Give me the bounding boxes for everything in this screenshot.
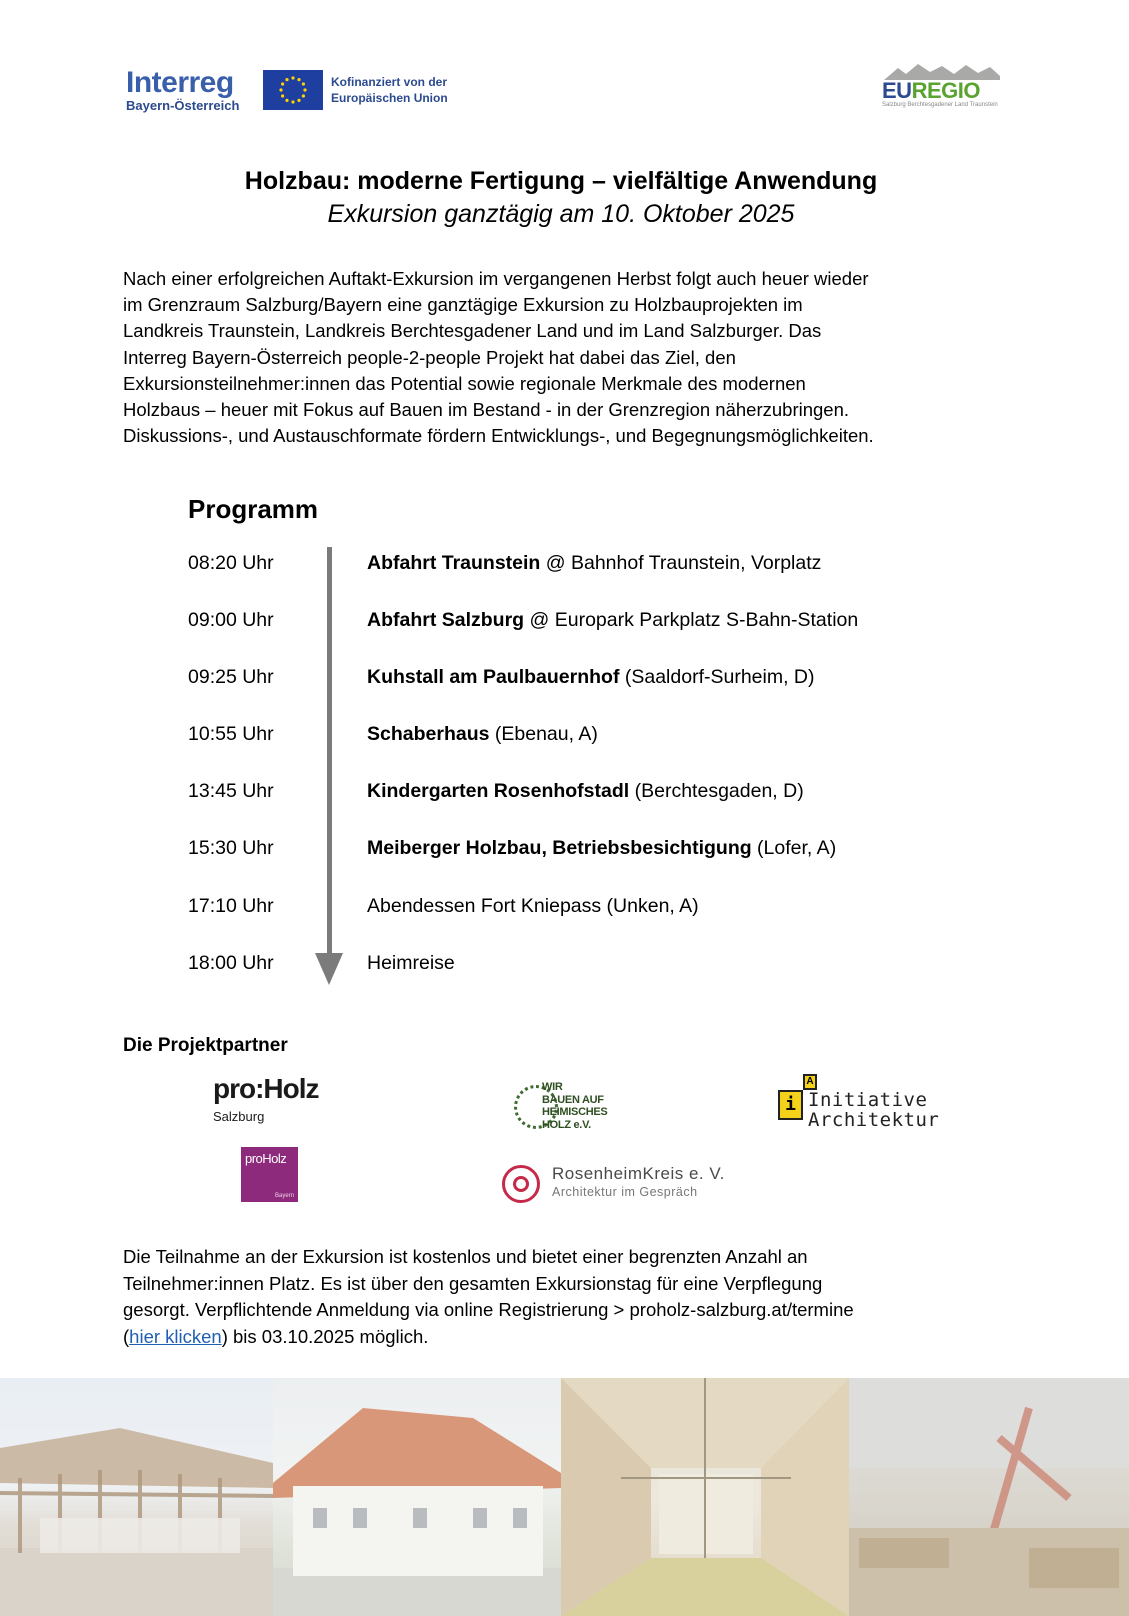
eu-flag-icon (263, 70, 323, 110)
wba-text (542, 1081, 607, 1131)
proholz-bayern-sub: Bayern (274, 1193, 294, 1199)
proholz-salzburg-logo (213, 1073, 343, 1133)
header (0, 60, 1129, 120)
ia-line1: Initiative (808, 1089, 928, 1111)
euregio-word-eu: EU (882, 78, 912, 103)
program-time: 13:45 Uhr (188, 780, 274, 802)
program-event-detail: @ Europark Parkplatz S-Bahn-Station (524, 609, 859, 631)
euregio-logo (882, 62, 1002, 112)
timber-factory-photo (849, 1378, 1129, 1616)
program-item (0, 662, 1129, 692)
photo-strip (0, 1378, 1129, 1616)
program-event (367, 891, 699, 921)
proholz-bayern-word: proHolz (245, 1151, 287, 1166)
program-item (0, 948, 1129, 978)
initiative-architektur-logo (778, 1074, 938, 1134)
eu-text-line1: Kofinanziert von der (331, 75, 448, 89)
program-event-detail: Abendessen Fort Kniepass (Unken, A) (367, 895, 699, 917)
wir-bauen-auf-heimisches-holz-logo (514, 1079, 624, 1131)
partners-heading: Die Projektpartner (123, 1035, 288, 1056)
page-subtitle: Exkursion ganztägig am 10. Oktober 2025 (327, 200, 795, 228)
program-event (367, 833, 836, 863)
timber-barn-frame-photo (0, 1378, 273, 1616)
intro-paragraph (123, 266, 1003, 449)
ia-box-a: A (803, 1074, 817, 1090)
program-time: 15:30 Uhr (188, 837, 274, 859)
program-event (367, 605, 858, 635)
program-event (367, 776, 804, 806)
rk-sub: Architektur im Gespräch (552, 1185, 698, 1199)
program-item (0, 833, 1129, 863)
program-event (367, 548, 821, 578)
rk-title: RosenheimKreis e. V. (552, 1164, 725, 1183)
program-time: 09:25 Uhr (188, 666, 274, 688)
registration-link[interactable]: hier klicken (129, 1325, 222, 1347)
page-title: Holzbau: moderne Fertigung – vielfältige Anwendung (244, 167, 878, 195)
program-item (0, 719, 1129, 749)
program-time: 10:55 Uhr (188, 723, 274, 745)
program-event-title: Meiberger Holzbau, Betriebsbesichtigung (367, 837, 752, 859)
ia-box-i: i (778, 1090, 803, 1120)
euregio-word (882, 78, 980, 104)
proholz-salzburg-sub: Salzburg (213, 1109, 265, 1124)
program-event (367, 662, 815, 692)
eu-cofinance-text (331, 74, 448, 106)
program-time: 08:20 Uhr (188, 552, 274, 574)
program-item (0, 891, 1129, 921)
program-event-title: Kuhstall am Paulbauernhof (367, 666, 620, 688)
program-time: 18:00 Uhr (188, 952, 274, 974)
intro-line: Diskussions-, und Austauschformate fördern Entwicklungs-, und Begegnungsmöglichkeiten. (123, 425, 874, 447)
white-house-red-roof-photo (273, 1378, 561, 1616)
interreg-sub: Bayern-Österreich (126, 98, 240, 113)
program-time: 09:00 Uhr (188, 609, 274, 631)
program-event-title: Schaberhaus (367, 723, 490, 745)
program-event-detail: Heimreise (367, 952, 455, 974)
program-event-title: Abfahrt Salzburg (367, 609, 525, 631)
interreg-logo (126, 68, 239, 114)
interreg-word: Interreg (126, 66, 234, 99)
euregio-sub: Salzburg Berchtesgadener Land Traunstein (882, 102, 998, 108)
intro-line: Exkursionsteilnehmer:innen das Potential sowie regionale Merkmale des modernen (123, 372, 806, 394)
program-time: 17:10 Uhr (188, 895, 274, 917)
wba-line: BAUEN AUF (542, 1093, 604, 1106)
ia-text (808, 1090, 939, 1130)
rosenheimkreis-logo (502, 1163, 732, 1205)
outro-line (123, 1324, 1023, 1351)
outro-line4-rest: ) bis 03.10.2025 möglich. (221, 1325, 429, 1347)
intro-line: im Grenzraum Salzburg/Bayern eine ganztägige Exkursion zu Holzbauprojekten im (123, 294, 803, 316)
program-heading: Programm (188, 494, 319, 524)
intro-line: Holzbaus – heuer mit Fokus auf Bauen im Bestand - in der Grenzregion näherzubringen. (123, 399, 850, 421)
intro-line: Landkreis Traunstein, Landkreis Berchtesgadener Land und im Land Salzburger. Das (123, 320, 822, 342)
proholz-salzburg-word: pro:Holz (213, 1073, 319, 1104)
proholz-bayern-logo (241, 1147, 298, 1202)
euregio-word-regio: REGIO (911, 78, 980, 103)
program-event-detail: (Ebenau, A) (489, 723, 598, 745)
outro-line: Die Teilnahme an der Exkursion ist kostenlos und bietet einer begrenzten Anzahl an (123, 1246, 808, 1267)
program-event (367, 719, 598, 749)
wba-line: HEIMISCHES (542, 1106, 608, 1118)
intro-line: Interreg Bayern-Österreich people-2-people Projekt hat dabei das Ziel, den (123, 346, 736, 368)
outro-line: Teilnehmer:innen Platz. Es ist über den gesamten Exkursionstag für eine Verpflegung (123, 1272, 823, 1294)
ia-line2: Architektur (808, 1109, 940, 1131)
program-event-title: Abfahrt Traunstein (367, 552, 541, 574)
program-item (0, 605, 1129, 635)
wba-line: HOLZ e.V. (542, 1118, 591, 1131)
outro-line: gesorgt. Verpflichtende Anmeldung via online Registrierung > proholz-salzburg.at/termine (123, 1299, 854, 1320)
wba-line: WIR (542, 1081, 563, 1093)
outro-paren-open: ( (123, 1325, 130, 1347)
program-event-detail: @ Bahnhof Traunstein, Vorplatz (540, 552, 822, 574)
program-event-detail: (Lofer, A) (751, 837, 837, 859)
program-item (0, 548, 1129, 578)
program-event (367, 948, 455, 978)
intro-line: Nach einer erfolgreichen Auftakt-Exkursion im vergangenen Herbst folgt auch heuer wieder (123, 268, 869, 289)
timber-interior-hall-photo (561, 1378, 849, 1616)
outro-paragraph (123, 1244, 1023, 1350)
program-event-title: Kindergarten Rosenhofstadl (367, 780, 630, 802)
program-item (0, 776, 1129, 806)
eu-text-line2: Europäischen Union (331, 91, 448, 105)
program-event-detail: (Berchtesgaden, D) (629, 780, 804, 802)
program-event-detail: (Saaldorf-Surheim, D) (619, 666, 815, 688)
spiral-icon (502, 1165, 540, 1203)
